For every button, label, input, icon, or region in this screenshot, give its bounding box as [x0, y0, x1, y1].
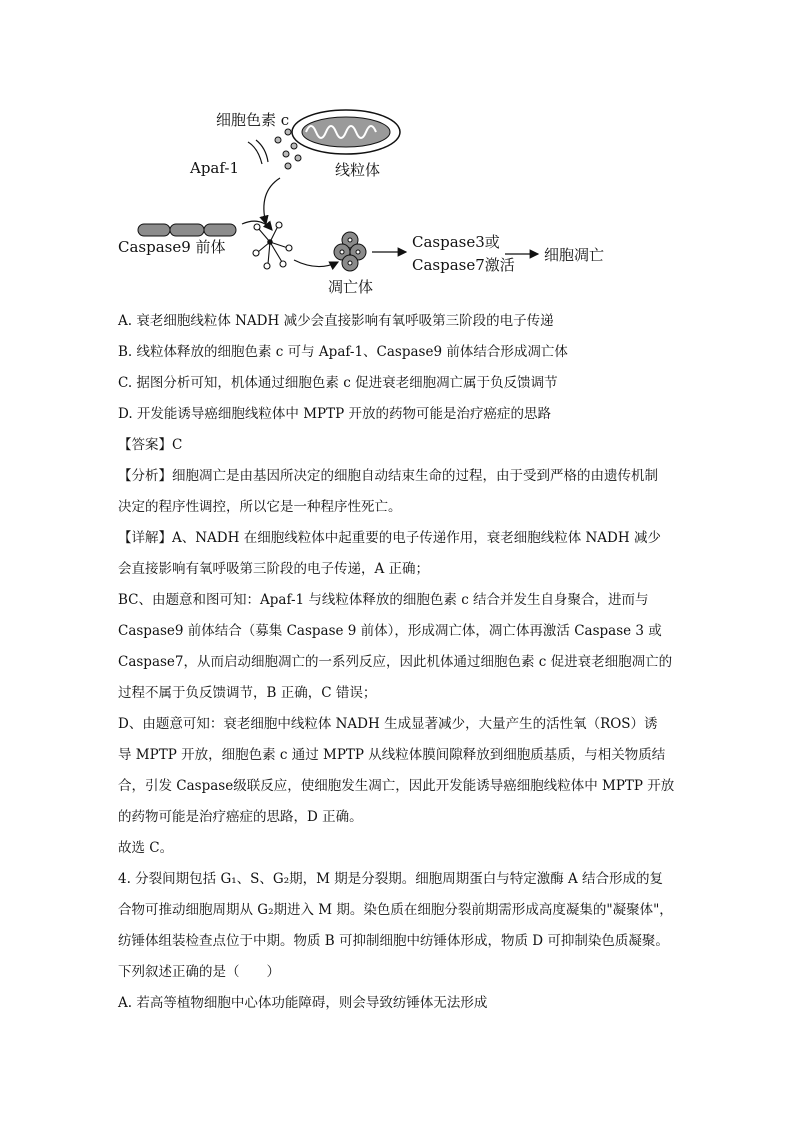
detail-line: 过程不属于负反馈调节，B 正确，C 错误； — [118, 685, 377, 701]
apaf1-label: Apaf-1 — [190, 159, 240, 177]
detail-line: 合，引发 Caspase级联反应，使细胞发生凋亡，因此开发能诱导癌细胞线粒体中 MPTP 开放 — [118, 778, 675, 794]
mitochondrion-icon — [292, 110, 400, 154]
conclusion-line: 故选 C。 — [118, 840, 174, 856]
detail-line: 的药物可能是治疗癌症的思路，D 正确。 — [118, 809, 363, 825]
detail-line: BC、由题意和图可知：Apaf-1 与线粒体释放的细胞色素 c 结合并发生自身聚合，进而与 — [118, 592, 649, 608]
caspase9-label: Caspase9 前体 — [118, 238, 226, 256]
answer-line: 【答案】C — [118, 437, 183, 453]
option-d: D. 开发能诱导癌细胞线粒体中 MPTP 开放的药物可能是治疗癌症的思路 — [118, 406, 552, 422]
apoptosome-icon — [334, 232, 366, 271]
option-a: A. 衰老细胞线粒体 NADH 减少会直接影响有氧呼吸第三阶段的电子传递 — [118, 313, 554, 329]
question-4-line: 合物可推动细胞周期从 G₂期进入 M 期。染色质在细胞分裂前期需形成高度凝集的"凝聚体"， — [118, 902, 673, 918]
apoptosome-label: 凋亡体 — [328, 278, 374, 296]
cytochrome-c-label: 细胞色素 c — [216, 111, 290, 129]
question-4-option-a: A. 若高等植物细胞中心体功能障碍，则会导致纺锤体无法形成 — [118, 995, 488, 1011]
caspase7-label: Caspase7激活 — [412, 256, 515, 274]
question-4-line: 纺锤体组装检查点位于中期。物质 B 可抑制细胞中纺锤体形成，物质 D 可抑制染色质凝聚。 — [118, 933, 669, 949]
detail-line: D、由题意可知：衰老细胞中线粒体 NADH 生成显著减少，大量产生的活性氧（ROS）诱 — [118, 716, 658, 732]
option-b: B. 线粒体释放的细胞色素 c 可与 Apaf-1、Caspase9 前体结合形成凋亡体 — [118, 344, 568, 360]
apoptosis-pathway-diagram — [110, 100, 630, 300]
analysis-line: 【分析】细胞凋亡是由基因所决定的细胞自动结束生命的过程，由于受到严格的由遗传机制 — [118, 468, 658, 484]
option-c: C. 据图分析可知，机体通过细胞色素 c 促进衰老细胞凋亡属于负反馈调节 — [118, 375, 558, 391]
detail-line: 会直接影响有氧呼吸第三阶段的电子传递，A 正确； — [118, 561, 430, 577]
arrow-to-assembly — [264, 178, 280, 224]
cell-apoptosis-label: 细胞凋亡 — [544, 246, 605, 264]
detail-line: Caspase9 前体结合（募集 Caspase 9 前体），形成凋亡体，凋亡体再激活 Caspase 3 或 — [118, 623, 662, 639]
apaf1-complex-icon — [253, 222, 292, 269]
arrow-to-apoptosome — [294, 260, 338, 267]
caspase3-label: Caspase3或 — [412, 233, 500, 251]
detail-line: 导 MPTP 开放，细胞色素 c 通过 MPTP 从线粒体膜间隙释放到细胞质基质，与相关物质结 — [118, 747, 666, 763]
detail-line: Caspase7，从而启动细胞凋亡的一系列反应，因此机体通过细胞色素 c 促进衰老细胞凋亡的 — [118, 654, 673, 670]
question-4-line: 4. 分裂间期包括 G₁、S、G₂期，M 期是分裂期。细胞周期蛋白与特定激酶 A 结合形成的复 — [118, 871, 664, 887]
caspase9-precursor-icon — [138, 224, 236, 236]
apaf1-mark — [248, 140, 268, 164]
detail-line: 【详解】A、NADH 在细胞线粒体中起重要的电子传递作用，衰老细胞线粒体 NADH 减少 — [118, 530, 661, 546]
mitochondrion-label: 线粒体 — [335, 161, 381, 179]
question-4-line: 下列叙述正确的是（ ） — [118, 964, 280, 980]
analysis-line: 决定的程序性调控，所以它是一种程序性死亡。 — [118, 499, 402, 515]
